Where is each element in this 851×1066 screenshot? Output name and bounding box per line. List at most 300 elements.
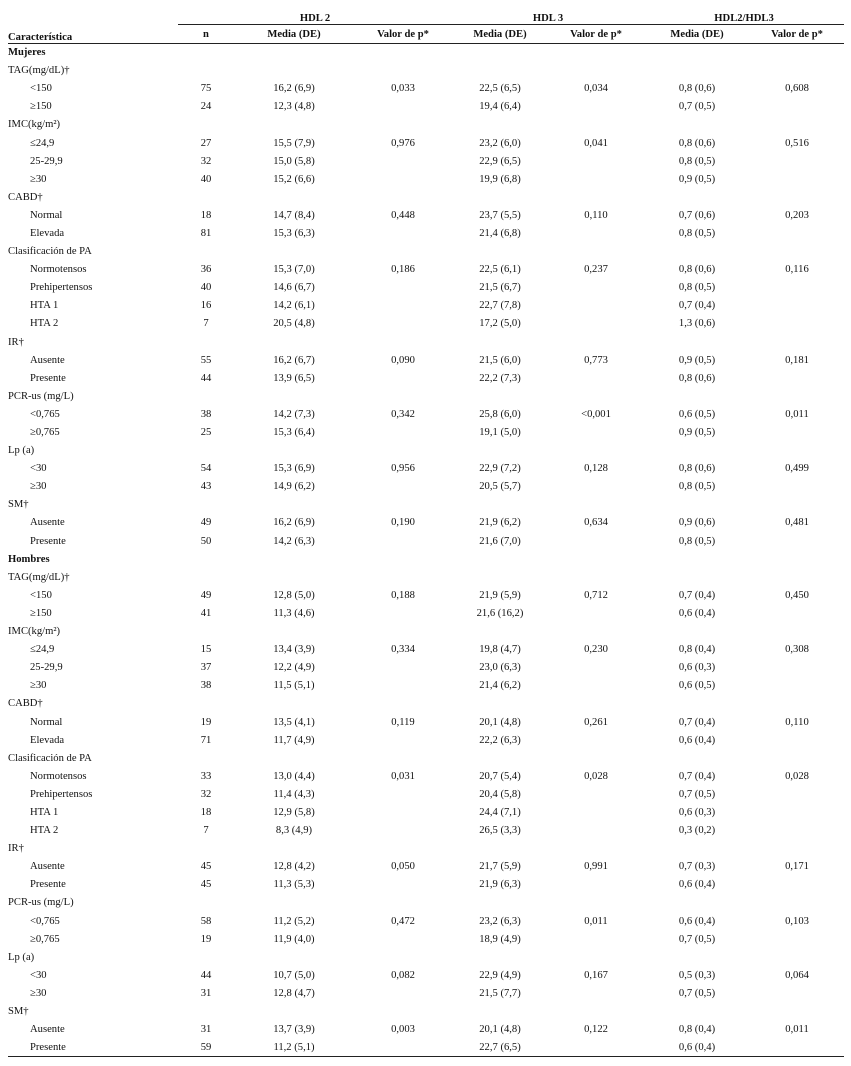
n-cell: 38 — [200, 680, 212, 692]
subgroup-label: Normal — [30, 209, 63, 221]
subgroup-label: ≥150 — [30, 101, 52, 113]
hdl3-p-cell: 0,237 — [584, 264, 608, 276]
table-row — [8, 532, 844, 550]
category-label: IMC(kg/m²) — [8, 119, 61, 131]
ratio-media-cell: 0,7 (0,5) — [678, 987, 716, 999]
table-row — [8, 261, 844, 279]
n-cell: 16 — [200, 300, 212, 312]
n-cell: 7 — [203, 825, 209, 837]
n-cell: 25 — [200, 427, 212, 439]
hdl2-p-cell: 0,334 — [391, 644, 415, 656]
ratio-media-cell: 0,8 (0,5) — [678, 481, 716, 493]
category-row — [8, 243, 844, 261]
n-cell: 38 — [200, 408, 212, 420]
ratio-p-cell — [750, 423, 844, 441]
ratio-p-cell — [750, 984, 844, 1002]
ratio-p-cell — [750, 478, 844, 496]
table-row — [8, 170, 844, 188]
subgroup-label: <150 — [30, 83, 52, 95]
n-cell: 71 — [200, 734, 212, 746]
hdl2-p-cell — [354, 731, 452, 749]
hdl2-p-cell — [354, 224, 452, 242]
category-row — [8, 568, 844, 586]
hdl2-p-cell: 0,003 — [391, 1024, 415, 1036]
ratio-media-cell: 0,8 (0,5) — [678, 535, 716, 547]
n-cell: 31 — [200, 1024, 212, 1036]
hdl3-media-cell: 21,5 (7,7) — [479, 987, 521, 999]
hdl3-media-cell: 26,5 (3,3) — [479, 825, 521, 837]
category-label: Clasificación de PA — [8, 752, 92, 764]
hdl2-media-cell: 15,5 (7,9) — [273, 137, 315, 149]
table-row — [8, 224, 844, 242]
hdl3-media-cell: 21,5 (6,0) — [479, 354, 521, 366]
hdl3-media-cell: 23,2 (6,0) — [479, 137, 521, 149]
ratio-p-cell — [750, 803, 844, 821]
hdl2-media-cell: 13,9 (6,5) — [273, 372, 315, 384]
hdl3-media-cell: 23,0 (6,3) — [479, 662, 521, 674]
subgroup-label: <30 — [30, 969, 47, 981]
hdl3-media-cell: 19,8 (4,7) — [479, 644, 521, 656]
table-row — [8, 351, 844, 369]
hdl3-media-cell: 21,9 (6,2) — [479, 517, 521, 529]
subgroup-label: 25-29,9 — [30, 155, 63, 167]
category-label: IR† — [8, 843, 24, 855]
hdl3-media-cell: 21,9 (6,3) — [479, 879, 521, 891]
hdl3-p-cell — [548, 803, 644, 821]
table-row — [8, 1039, 844, 1057]
hdl2-p-cell: 0,190 — [391, 517, 415, 529]
table-row — [8, 478, 844, 496]
hdl2-media-cell: 14,2 (6,3) — [273, 535, 315, 547]
hdl3-p-cell — [548, 677, 644, 695]
hdl2-media-cell: 16,2 (6,9) — [273, 83, 315, 95]
table-row — [8, 785, 844, 803]
ratio-p-cell — [750, 659, 844, 677]
hdl3-media-cell: 20,5 (5,7) — [479, 481, 521, 493]
category-label: Clasificación de PA — [8, 246, 92, 258]
ratio-media-cell: 0,7 (0,4) — [678, 716, 716, 728]
subgroup-label: Presente — [8, 1039, 178, 1057]
n-cell: 15 — [200, 644, 212, 656]
category-label: PCR-us (mg/L) — [8, 897, 74, 909]
hdl3-p-cell — [548, 731, 644, 749]
ratio-p-cell — [750, 369, 844, 387]
subgroup-label: Presente — [30, 372, 66, 384]
ratio-p-cell — [750, 1039, 844, 1057]
category-row — [8, 442, 844, 460]
subgroup-label: ≥150 — [30, 607, 52, 619]
subgroup-label: ≥30 — [30, 481, 47, 493]
hdl2-media-cell: 12,8 (5,0) — [273, 589, 315, 601]
table-row — [8, 80, 844, 98]
hdl2-p-cell: 0,188 — [391, 589, 415, 601]
category-label: TAG(mg/dL)† — [8, 65, 70, 77]
table-row — [8, 912, 844, 930]
table-row — [8, 641, 844, 659]
hdl2-media-cell: 14,9 (6,2) — [273, 481, 315, 493]
table-row — [8, 315, 844, 333]
ratio-media-cell: 0,6 (0,4) — [678, 734, 716, 746]
category-row — [8, 894, 844, 912]
hdl3-p-cell: 0,122 — [584, 1024, 608, 1036]
subgroup-label: HTA 1 — [30, 806, 59, 818]
hdl3-p-cell — [548, 369, 644, 387]
ratio-p-cell: 0,516 — [785, 137, 809, 149]
hdl3-p-cell — [548, 297, 644, 315]
hdl2-p-cell: 0,472 — [391, 915, 415, 927]
header-media-ratio: Media (DE) — [644, 25, 750, 44]
ratio-p-cell — [750, 677, 844, 695]
hdl3-p-cell — [548, 822, 644, 840]
n-cell: 54 — [200, 463, 212, 475]
n-cell: 75 — [200, 83, 212, 95]
ratio-p-cell: 0,110 — [785, 716, 809, 728]
hdl3-p-cell — [548, 1039, 644, 1057]
hdl2-media-cell: 14,2 (6,1) — [273, 300, 315, 312]
n-cell: 7 — [203, 318, 209, 330]
hdl3-media-cell: 25,8 (6,0) — [479, 408, 521, 420]
category-row — [8, 116, 844, 134]
category-row — [8, 62, 844, 80]
n-cell: 18 — [200, 806, 212, 818]
hdl2-media-cell: 11,3 (5,3) — [273, 879, 315, 891]
header-group-hdl3: HDL 3 — [452, 6, 644, 25]
n-cell: 49 — [200, 589, 212, 601]
hdl2-p-cell — [354, 170, 452, 188]
category-label: SM† — [8, 499, 29, 511]
table-row — [8, 767, 844, 785]
hdl2-p-cell: 0,448 — [391, 209, 415, 221]
hdl2-media-cell: 15,2 (6,6) — [273, 173, 315, 185]
n-cell: 58 — [200, 915, 212, 927]
ratio-media-cell: 1,3 (0,6) — [678, 318, 716, 330]
hdl2-media-cell: 11,2 (5,1) — [234, 1039, 354, 1057]
ratio-p-cell — [750, 822, 844, 840]
hdl2-media-cell: 15,3 (6,3) — [273, 227, 315, 239]
hdl3-p-cell — [548, 315, 644, 333]
header-p-hdl2: Valor de p* — [354, 25, 452, 44]
ratio-media-cell: 0,7 (0,5) — [678, 788, 716, 800]
table-row — [8, 152, 844, 170]
hdl3-p-cell: 0,011 — [584, 915, 608, 927]
table-row — [8, 822, 844, 840]
hdl3-media-cell: 20,7 (5,4) — [479, 770, 521, 782]
table-row — [8, 803, 844, 821]
subgroup-label: <30 — [30, 463, 47, 475]
ratio-media-cell: 0,7 (0,4) — [678, 300, 716, 312]
ratio-media-cell: 0,5 (0,3) — [678, 969, 716, 981]
hdl3-p-cell: 0,261 — [584, 716, 608, 728]
hdl3-media-cell: 22,5 (6,5) — [479, 83, 521, 95]
n-cell: 81 — [200, 227, 212, 239]
hdl3-media-cell: 19,9 (6,8) — [479, 173, 521, 185]
table-row — [8, 423, 844, 441]
hdl2-media-cell: 11,9 (4,0) — [273, 933, 315, 945]
ratio-p-cell: 0,028 — [785, 770, 809, 782]
hdl3-media-cell: 24,4 (7,1) — [479, 806, 521, 818]
sex-section-row — [8, 44, 844, 62]
hdl3-media-cell: 21,6 (7,0) — [479, 535, 521, 547]
ratio-media-cell: 0,7 (0,3) — [678, 861, 716, 873]
subgroup-label: Presente — [30, 879, 66, 891]
header-media-hdl3: Media (DE) — [452, 25, 548, 44]
ratio-media-cell: 0,8 (0,4) — [678, 644, 716, 656]
table-row — [8, 586, 844, 604]
ratio-p-cell: 0,481 — [785, 517, 809, 529]
ratio-media-cell: 0,9 (0,6) — [678, 517, 716, 529]
category-label: TAG(mg/dL)† — [8, 571, 70, 583]
hdl3-p-cell: 0,167 — [584, 969, 608, 981]
hdl2-media-cell: 14,2 (7,3) — [273, 408, 315, 420]
hdl2-media-cell: 10,7 (5,0) — [273, 969, 315, 981]
ratio-p-cell — [750, 315, 844, 333]
hdl2-p-cell — [354, 604, 452, 622]
category-label: Lp (a) — [8, 951, 35, 963]
hdl2-p-cell — [354, 532, 452, 550]
sex-label: Mujeres — [8, 47, 46, 59]
subgroup-label: Presente — [30, 535, 66, 547]
n-cell: 40 — [200, 282, 212, 294]
hdl3-media-cell: 21,5 (6,7) — [479, 282, 521, 294]
table-body — [8, 44, 844, 1057]
hdl3-p-cell: 0,128 — [584, 463, 608, 475]
hdl3-p-cell: 0,041 — [584, 137, 608, 149]
ratio-media-cell: 0,6 (0,3) — [678, 806, 716, 818]
hdl2-p-cell — [354, 98, 452, 116]
hdl3-p-cell: 0,712 — [584, 589, 608, 601]
hdl2-p-cell — [354, 659, 452, 677]
subgroup-label: <0,765 — [30, 915, 60, 927]
ratio-media-cell: 0,8 (0,5) — [678, 282, 716, 294]
category-row — [8, 1002, 844, 1020]
n-cell: 37 — [200, 662, 212, 674]
table-row — [8, 98, 844, 116]
hdl2-p-cell — [354, 369, 452, 387]
ratio-media-cell: 0,6 (0,5) — [678, 408, 716, 420]
hdl2-p-cell: 0,956 — [391, 463, 415, 475]
hdl3-media-cell: 20,4 (5,8) — [479, 788, 521, 800]
hdl3-p-cell: 0,110 — [584, 209, 608, 221]
hdl2-p-cell — [354, 478, 452, 496]
hdl2-media-cell: 15,0 (5,8) — [273, 155, 315, 167]
ratio-media-cell: 0,8 (0,6) — [678, 372, 716, 384]
ratio-media-cell: 0,8 (0,6) — [678, 83, 716, 95]
ratio-media-cell: 0,3 (0,2) — [678, 825, 716, 837]
ratio-p-cell: 0,181 — [785, 354, 809, 366]
n-cell: 33 — [200, 770, 212, 782]
category-label: CABD† — [8, 698, 43, 710]
hdl2-media-cell: 12,3 (4,8) — [273, 101, 315, 113]
table-row — [8, 858, 844, 876]
n-cell: 44 — [200, 372, 212, 384]
hdl3-media-cell: 22,9 (4,9) — [479, 969, 521, 981]
category-label: IMC(kg/m²) — [8, 626, 61, 638]
ratio-media-cell: 0,7 (0,5) — [678, 101, 716, 113]
header-caracteristica: Característica — [8, 6, 178, 44]
table-row — [8, 713, 844, 731]
hdl3-media-cell: 22,9 (7,2) — [479, 463, 521, 475]
hdl3-media-cell: 20,1 (4,8) — [479, 716, 521, 728]
n-cell: 59 — [178, 1039, 234, 1057]
category-row — [8, 749, 844, 767]
hdl2-media-cell: 12,8 (4,7) — [273, 987, 315, 999]
hdl2-p-cell — [354, 297, 452, 315]
hdl2-media-cell: 13,4 (3,9) — [273, 644, 315, 656]
hdl2-p-cell — [354, 984, 452, 1002]
ratio-p-cell: 0,171 — [785, 861, 809, 873]
hdl3-media-cell: 21,4 (6,2) — [479, 680, 521, 692]
category-row — [8, 387, 844, 405]
category-row — [8, 333, 844, 351]
hdl2-media-cell: 12,2 (4,9) — [273, 662, 315, 674]
hdl3-media-cell: 21,4 (6,8) — [479, 227, 521, 239]
hdl2-p-cell: 0,119 — [391, 716, 415, 728]
hdl3-media-cell: 18,9 (4,9) — [479, 933, 521, 945]
category-row — [8, 695, 844, 713]
sex-section-row — [8, 550, 844, 568]
hdl2-media-cell: 11,3 (4,6) — [273, 607, 315, 619]
hdl2-media-cell: 13,0 (4,4) — [273, 770, 315, 782]
ratio-p-cell — [750, 785, 844, 803]
n-cell: 27 — [200, 137, 212, 149]
table-row — [8, 1021, 844, 1039]
ratio-p-cell — [750, 604, 844, 622]
header-group-ratio: HDL2/HDL3 — [644, 6, 844, 25]
subgroup-label: HTA 2 — [30, 825, 59, 837]
category-row — [8, 188, 844, 206]
hdl3-media-cell: 22,7 (6,5) — [452, 1039, 548, 1057]
hdl2-p-cell: 0,976 — [391, 137, 415, 149]
hdl3-p-cell: 0,028 — [584, 770, 608, 782]
category-row — [8, 496, 844, 514]
ratio-p-cell: 0,203 — [785, 209, 809, 221]
hdl3-media-cell: 23,2 (6,3) — [479, 915, 521, 927]
subgroup-label: ≥30 — [30, 173, 47, 185]
hdl3-p-cell — [548, 152, 644, 170]
hdl2-media-cell: 15,3 (6,9) — [273, 463, 315, 475]
table-row — [8, 731, 844, 749]
n-cell: 36 — [200, 264, 212, 276]
hdl2-media-cell: 12,9 (5,8) — [273, 806, 315, 818]
ratio-media-cell: 0,9 (0,5) — [678, 354, 716, 366]
hdl3-media-cell: 21,7 (5,9) — [479, 861, 521, 873]
category-label: IR† — [8, 336, 24, 348]
hdl3-p-cell — [548, 478, 644, 496]
ratio-media-cell: 0,6 (0,5) — [678, 680, 716, 692]
hdl3-p-cell: 0,991 — [584, 861, 608, 873]
subgroup-label: Prehipertensos — [30, 788, 93, 800]
hdl2-p-cell: 0,082 — [391, 969, 415, 981]
ratio-p-cell: 0,608 — [785, 83, 809, 95]
hdl3-p-cell — [548, 98, 644, 116]
ratio-p-cell — [750, 152, 844, 170]
table-row — [8, 659, 844, 677]
n-cell: 44 — [200, 969, 212, 981]
n-cell: 19 — [200, 933, 212, 945]
ratio-media-cell: 0,6 (0,3) — [678, 662, 716, 674]
ratio-p-cell — [750, 98, 844, 116]
hdl2-p-cell: 0,031 — [391, 770, 415, 782]
ratio-p-cell — [750, 279, 844, 297]
table-row — [8, 460, 844, 478]
hdl2-media-cell: 16,2 (6,9) — [273, 517, 315, 529]
category-label: PCR-us (mg/L) — [8, 390, 74, 402]
hdl2-p-cell — [354, 677, 452, 695]
ratio-p-cell — [750, 731, 844, 749]
subgroup-label: Ausente — [30, 1024, 65, 1036]
hdl3-media-cell: 22,2 (6,3) — [479, 734, 521, 746]
ratio-media-cell: 0,6 (0,4) — [678, 607, 716, 619]
hdl3-p-cell: <0,001 — [581, 408, 611, 420]
table-row — [8, 514, 844, 532]
hdl2-p-cell — [354, 822, 452, 840]
hdl3-p-cell — [548, 984, 644, 1002]
subgroup-label: HTA 2 — [30, 318, 59, 330]
ratio-media-cell: 0,9 (0,5) — [678, 173, 716, 185]
table-row — [8, 984, 844, 1002]
ratio-media-cell: 0,6 (0,4) — [678, 915, 716, 927]
category-row — [8, 948, 844, 966]
hdl3-p-cell — [548, 279, 644, 297]
ratio-media-cell: 0,8 (0,5) — [678, 227, 716, 239]
subgroup-label: HTA 1 — [30, 300, 59, 312]
n-cell: 24 — [200, 101, 212, 113]
hdl2-media-cell: 11,7 (4,9) — [273, 734, 315, 746]
subgroup-label: 25-29,9 — [30, 662, 63, 674]
hdl2-media-cell: 14,6 (6,7) — [273, 282, 315, 294]
hdl2-media-cell: 12,8 (4,2) — [273, 861, 315, 873]
hdl2-media-cell: 8,3 (4,9) — [275, 825, 313, 837]
hdl2-p-cell — [354, 279, 452, 297]
table-row — [8, 930, 844, 948]
table-row — [8, 677, 844, 695]
subgroup-label: Ausente — [30, 354, 65, 366]
hdl2-p-cell — [354, 1039, 452, 1057]
header-media-hdl2: Media (DE) — [234, 25, 354, 44]
hdl3-p-cell — [548, 604, 644, 622]
hdl2-media-cell: 13,7 (3,9) — [273, 1024, 315, 1036]
ratio-p-cell — [750, 224, 844, 242]
hdl3-media-cell: 19,4 (6,4) — [479, 101, 521, 113]
hdl2-p-cell — [354, 803, 452, 821]
ratio-media-cell: 0,9 (0,5) — [678, 427, 716, 439]
table-row — [8, 405, 844, 423]
hdl2-p-cell — [354, 152, 452, 170]
hdl3-p-cell: 0,634 — [584, 517, 608, 529]
hdl2-p-cell: 0,090 — [391, 354, 415, 366]
subgroup-label: Prehipertensos — [30, 282, 93, 294]
n-cell: 32 — [200, 788, 212, 800]
hdl3-p-cell: 0,230 — [584, 644, 608, 656]
hdl2-p-cell: 0,342 — [391, 408, 415, 420]
hdl2-media-cell: 14,7 (8,4) — [273, 209, 315, 221]
ratio-media-cell: 0,8 (0,4) — [678, 1024, 716, 1036]
hdl-subfractions-table — [8, 6, 844, 1057]
ratio-p-cell: 0,103 — [785, 915, 809, 927]
ratio-media-cell: 0,7 (0,6) — [678, 209, 716, 221]
hdl2-p-cell: 0,033 — [391, 83, 415, 95]
ratio-p-cell: 0,499 — [785, 463, 809, 475]
hdl2-media-cell: 15,3 (7,0) — [273, 264, 315, 276]
table-row — [8, 876, 844, 894]
n-cell: 49 — [200, 517, 212, 529]
ratio-p-cell — [750, 532, 844, 550]
subgroup-label: Elevada — [30, 734, 65, 746]
n-cell: 31 — [200, 987, 212, 999]
subgroup-label: Ausente — [30, 517, 65, 529]
ratio-p-cell — [750, 170, 844, 188]
ratio-media-cell: 0,8 (0,6) — [678, 264, 716, 276]
